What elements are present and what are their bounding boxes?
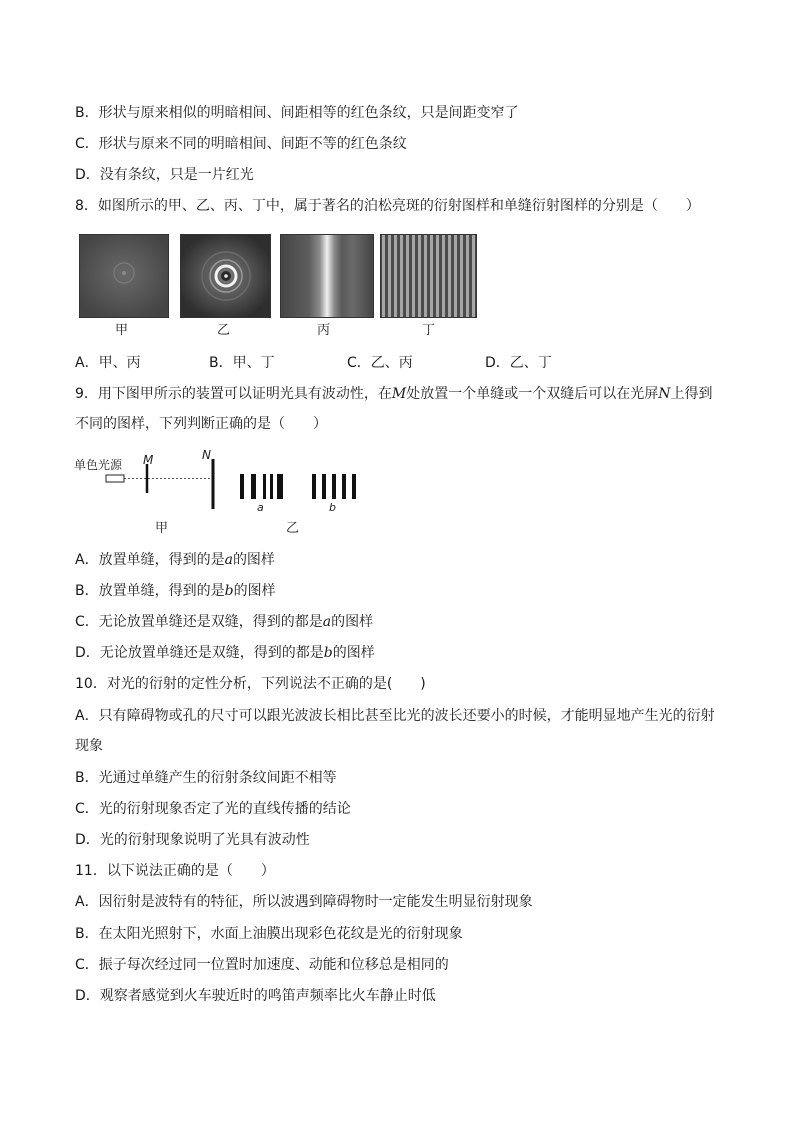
q9-stem-line1 [75, 385, 713, 403]
label-a: a [257, 501, 264, 514]
q9-stem-part-c: 上得到 [670, 386, 713, 402]
q9-option-d-text: D．无论放置单缝还是双缝，得到的都是 [75, 645, 324, 661]
q10-option-d: D．光的衍射现象说明了光具有波动性 [75, 832, 310, 848]
photo-ding [380, 234, 477, 318]
q9-option-a [75, 551, 275, 569]
q9-option-b-tail: 的图样 [233, 583, 276, 599]
q9-stem-line2: 不同的图样，下列判断正确的是（ ） [75, 416, 327, 432]
q7-option-b: B．形状与原来相似的明暗相间、间距相等的红色条纹，只是间距变窄了 [75, 105, 519, 121]
q8-option-b: B．甲、丁 [209, 355, 275, 371]
photo-yi [180, 234, 271, 318]
pattern-bing [281, 235, 373, 317]
q8-option-c: C．乙、丙 [347, 355, 413, 371]
q10-stem: 10．对光的衍射的定性分析，下列说法不正确的是( ) [75, 676, 426, 692]
q9-option-d [75, 644, 375, 662]
q9-option-d-var: b [323, 645, 333, 661]
q9-option-c [75, 613, 373, 631]
caption-ding: 丁 [422, 323, 436, 338]
q10-option-a-line1: A．只有障碍物或孔的尺寸可以跟光波波长相比甚至比光的波长还要小的时候，才能明显地产生光的衍射 [75, 708, 715, 724]
q11-option-c: C．振子每次经过同一位置时加速度、动能和位移总是相同的 [75, 957, 449, 973]
light-source-label: 单色光源 [74, 458, 123, 472]
q9-option-b [75, 582, 276, 600]
q9-option-c-var: a [322, 614, 332, 630]
photo-jia [79, 234, 169, 318]
q11-option-a: A．因衍射是波特有的特征，所以波遇到障碍物时一定能发生明显衍射现象 [75, 894, 533, 910]
q9-option-b-var: b [224, 583, 234, 599]
q8-figure-row [77, 234, 482, 338]
q10-option-b: B．光通过单缝产生的衍射条纹间距不相等 [75, 770, 337, 786]
q8-options [75, 352, 715, 372]
q9-stem-var-n: N [658, 386, 671, 402]
q7-option-d: D．没有条纹，只是一片红光 [75, 167, 254, 183]
label-jia: 甲 [155, 521, 169, 536]
q9-option-a-tail: 的图样 [232, 552, 275, 568]
q11-option-b: B．在太阳光照射下，水面上油膜出现彩色花纹是光的衍射现象 [75, 926, 463, 942]
caption-jia: 甲 [115, 323, 129, 338]
label-yi: 乙 [286, 521, 300, 536]
q9-option-b-text: B．放置单缝，得到的是 [75, 583, 225, 599]
q9-option-a-var: a [224, 552, 233, 568]
q8-stem: 8．如图所示的甲、乙、丙、丁中，属于著名的泊松亮斑的衍射图样和单缝衍射图样的分别是（ ） [75, 198, 700, 214]
q10-option-c: C．光的衍射现象否定了光的直线传播的结论 [75, 801, 351, 817]
q11-option-d: D．观察者感觉到火车驶近时的鸣笛声频率比火车静止时低 [75, 988, 436, 1004]
q9-option-a-text: A．放置单缝，得到的是 [75, 552, 225, 568]
q10-option-a-line2: 现象 [75, 738, 103, 754]
q8-option-a: A．甲、丙 [75, 355, 141, 371]
label-b: b [329, 501, 336, 514]
q9-stem-part-a: 9．用下图甲所示的装置可以证明光具有波动性，在 [75, 386, 392, 402]
pattern-jia [80, 235, 168, 317]
q9-stem-var-m: M [391, 386, 407, 402]
q9-option-d-tail: 的图样 [332, 645, 375, 661]
q8-option-d: D．乙、丁 [485, 355, 552, 371]
pattern-ding [381, 235, 476, 317]
light-source-box [106, 475, 124, 482]
q7-option-c: C．形状与原来不同的明暗相间、间距不等的红色条纹 [75, 136, 407, 152]
q9-option-c-tail: 的图样 [331, 614, 374, 630]
q9-stem-part-b: 处放置一个单缝或一个双缝后可以在光屏 [406, 386, 659, 402]
caption-yi: 乙 [217, 323, 231, 338]
pattern-yi [181, 235, 270, 317]
q11-stem: 11．以下说法正确的是（ ） [75, 863, 275, 879]
photo-bing [280, 234, 374, 318]
q9-option-c-text: C．无论放置单缝还是双缝，得到的都是 [75, 614, 323, 630]
label-n: N [202, 448, 211, 462]
caption-bing: 丙 [317, 323, 331, 338]
label-m: M [143, 453, 154, 467]
pattern-b [312, 474, 356, 499]
q9-figure [70, 447, 370, 537]
pattern-a [240, 474, 283, 499]
